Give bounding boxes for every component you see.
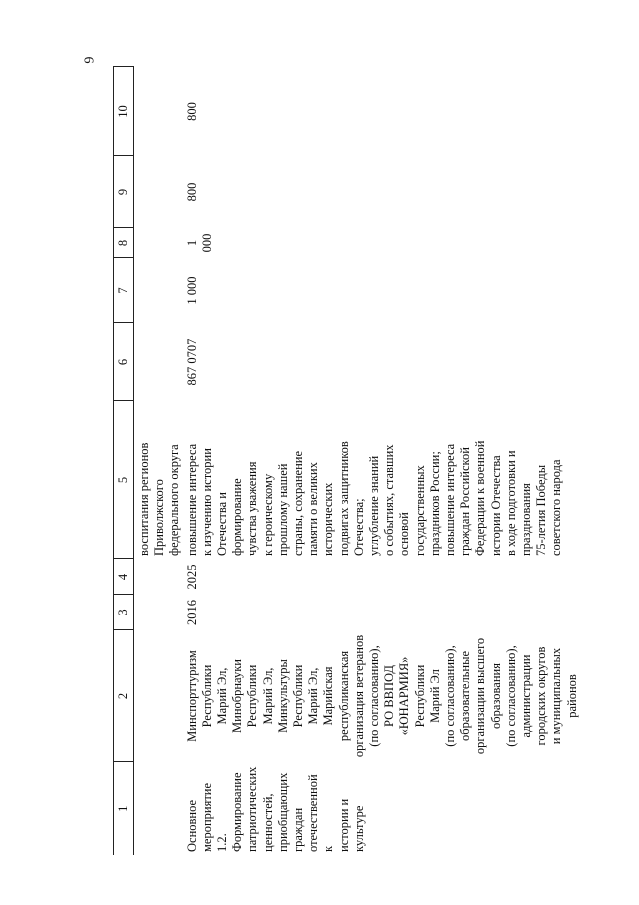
header-col-4: 4 [114, 559, 134, 595]
text-line: подвигах защитников [336, 441, 351, 556]
text-line: основой [397, 512, 412, 556]
text-line: к героическому [260, 473, 275, 556]
measures-table [113, 67, 580, 856]
end-year-cell: 2025 [184, 564, 199, 590]
header-col-3: 3 [114, 595, 134, 630]
text-line: формирование [230, 478, 245, 556]
text-line: организации высшего [473, 637, 488, 755]
header-col-10: 10 [114, 67, 134, 156]
text-line: повышение интереса [184, 443, 199, 556]
text-line: организация ветеранов [351, 634, 366, 758]
text-line: Формирование [230, 772, 245, 852]
text-line: приобщающих [275, 772, 290, 852]
text-line: образовательные [458, 650, 473, 742]
value-cell-9: 800 [184, 182, 199, 202]
text-line: Марийская [321, 666, 336, 726]
text-line: о событиях, ставших [382, 444, 397, 556]
text-line: и муниципальных [549, 647, 564, 745]
text-line: Минспорттуризм [184, 650, 199, 742]
text-line: Республики [245, 664, 260, 728]
budget-code-cell: 867 0707 [184, 338, 199, 386]
text-line: администрации [519, 654, 534, 738]
continuation-row [134, 67, 183, 855]
header-col-5: 5 [114, 401, 134, 559]
start-year-cell: 2016 [184, 600, 199, 625]
executors-cell [183, 630, 580, 762]
text-line: истории и культуре [336, 798, 366, 852]
header-col-1: 1 [114, 762, 134, 855]
text-line: Республики [291, 664, 306, 728]
text-line: Федерации к военной [473, 440, 488, 556]
text-line: (по согласованию), [367, 645, 382, 747]
header-col-7: 7 [114, 258, 134, 323]
text-line: (по согласованию), [443, 645, 458, 747]
value-cell-7: 1 000 [184, 276, 199, 305]
text-line: Приволжского [152, 479, 167, 556]
expected-result-cell [183, 401, 580, 559]
header-row [114, 67, 134, 855]
text-line: Отечества; [351, 498, 366, 556]
header-col-9: 9 [114, 156, 134, 228]
header-col-2: 2 [114, 630, 134, 762]
text-line: прошлому нашей [275, 463, 290, 556]
text-line: Марий Эл, [306, 667, 321, 725]
text-line: чувства уважения [245, 461, 260, 556]
text-line: Республики [412, 664, 427, 728]
text-line: образования [488, 663, 503, 729]
text-line: Минобрнауки [230, 659, 245, 733]
text-line: граждан отечественной [291, 774, 321, 852]
text-line: патриотических [245, 766, 260, 852]
text-line: граждан Российской [458, 447, 473, 556]
text-line: федерального округа [167, 444, 182, 556]
text-line: Марий Эл, [215, 667, 230, 725]
text-line: страны, сохранение [291, 451, 306, 556]
text-line: к изучению истории [199, 448, 214, 556]
text-line: Республики [199, 664, 214, 728]
text-line: ценностей, [260, 793, 275, 852]
header-col-8: 8 [114, 228, 134, 258]
text-line: государственных [412, 465, 427, 556]
text-line: воспитания регионов [137, 442, 151, 556]
text-line: к [321, 845, 336, 852]
text-line: памяти о великих [306, 462, 321, 556]
text-line: городских округов [534, 646, 549, 746]
value-cell-10: 800 [184, 102, 199, 121]
header-col-6: 6 [114, 323, 134, 401]
text-line: праздников России; [427, 451, 442, 556]
continuation-cell [134, 401, 183, 559]
text-line: республиканская [336, 650, 351, 742]
text-line: исторических [321, 482, 336, 556]
page-number: 6 [80, 56, 96, 64]
text-line: (по согласованию), [503, 645, 518, 747]
text-line: празднования [519, 483, 534, 556]
text-line: истории Отечества [488, 455, 503, 556]
text-line: советского народа [549, 459, 564, 556]
value-cell-8: 1 000 [184, 233, 214, 253]
text-line: Марий Эл, [260, 667, 275, 725]
text-line: районов [564, 674, 579, 718]
measure-name-cell [183, 762, 580, 855]
table-row [183, 67, 580, 855]
text-line: Основное [184, 799, 199, 852]
text-line: Отечества и [215, 492, 230, 556]
text-line: РО ВВПОД [382, 665, 397, 727]
text-line: повышение интереса [443, 443, 458, 556]
text-line: углубление знаний [367, 455, 382, 556]
text-line: мероприятие 1.2. [199, 782, 230, 852]
text-line: 75-летия Победы [534, 464, 549, 556]
text-line: «ЮНАРМИЯ» [397, 656, 412, 736]
text-line: Марий Эл [427, 669, 442, 723]
text-line: в ходе подготовки и [503, 450, 518, 556]
text-line: Минкультуры [275, 659, 290, 733]
